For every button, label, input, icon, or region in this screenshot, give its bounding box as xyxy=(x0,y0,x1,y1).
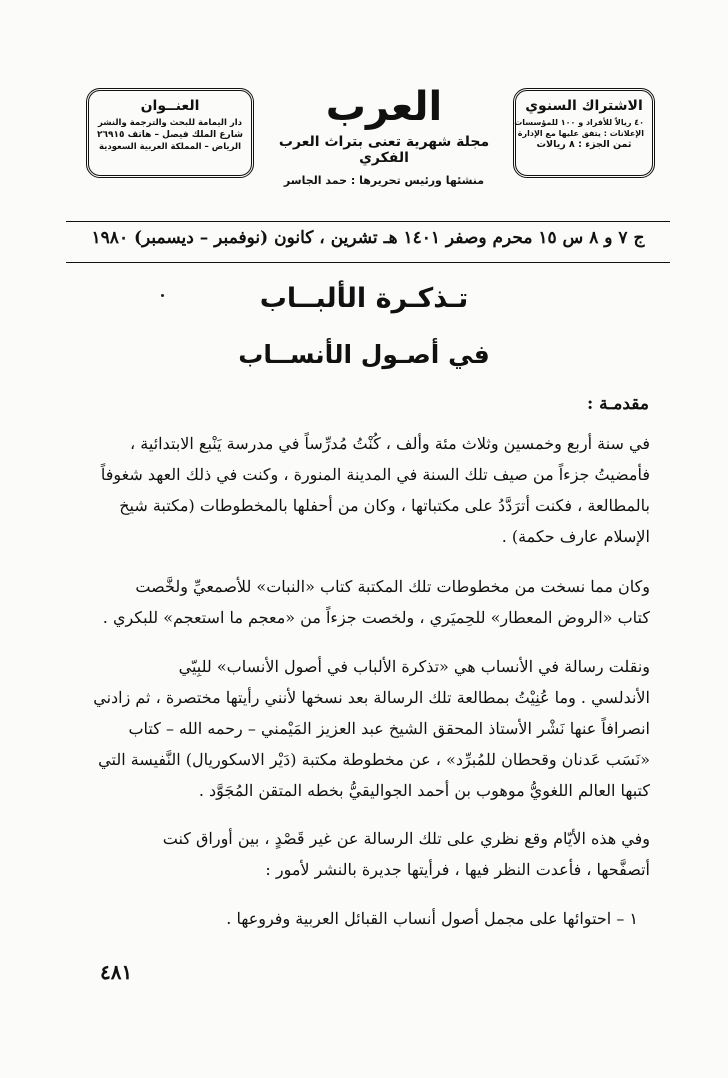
subscription-box xyxy=(513,88,655,178)
article-title: تـذكـرة الألبــاب xyxy=(259,283,469,314)
address-line: الرياض – المملكة العربية السعودية xyxy=(99,141,241,152)
journal-editor: منشئها ورئيس تحريرها : حمد الجاسر xyxy=(283,174,485,187)
journal-subtitle: مجلة شهرية تعنى بتراث العرب الفكري xyxy=(278,134,490,166)
paragraph-line: ونقلت رسالة في الأنساب هي «تذكرة الألباب في أصول الأنساب» للبِيّي xyxy=(178,657,650,676)
address-line: شارع الملك فيصل – هاتف ٢٦٩١٥ xyxy=(97,130,243,141)
paragraph-line: الأندلسي . وما عُنِيْتُ بمطالعة تلك الرسالة بعد نسخها لأنني رأيتها مختصرة ، ثم زادني xyxy=(93,688,650,707)
paragraph-line: كتبها العالم اللغويُّ موهوب بن أحمد الجواليقيُّ بخطه المتقن المُجَوَّد . xyxy=(198,781,650,800)
paragraph-line: وفي هذه الأيّام وقع نظري على تلك الرسالة عن غير قَصْدٍ ، بين أوراق كنت xyxy=(162,829,650,848)
paragraph-line: فأمضيتُ جزءاً من صيف تلك السنة في المدينة المنورة ، وكنت في ذلك العهد شغوفاً xyxy=(100,465,650,484)
issue-line: ج ٧ و ٨ س ١٥ محرم وصفر ١٤٠١ هـ تشرين ، كانون (نوفمبر – ديسمبر) ١٩٨٠ xyxy=(91,228,645,248)
paragraph-line: انصرافاً عنها نَشْر الأستاذ المحقق الشيخ عبد العزيز المَيْمني – رحمه الله – كتاب xyxy=(128,719,650,738)
paragraph xyxy=(78,823,650,885)
subscription-box-title: الاشتراك السنوي xyxy=(525,98,643,114)
address-box-title: العنــوان xyxy=(140,98,200,114)
top-rule xyxy=(66,221,670,222)
list-item xyxy=(90,903,638,934)
paragraph-line: كتاب «الروض المعطار» للحِميَري ، ولخصت جزءاً من «معجم ما استعجم» للبكري . xyxy=(102,608,650,627)
subscription-line: ثمن الجزء : ٨ ريالات xyxy=(536,139,632,151)
address-box xyxy=(86,88,254,178)
list-item-text: ١ – احتوائها على مجمل أصول أنساب القبائل العربية وفروعها . xyxy=(226,909,638,928)
paragraph-line: وكان مما نسخت من مخطوطات تلك المكتبة كتاب «النبات» للأصمعيِّ ولخَّصت xyxy=(135,577,650,596)
section-heading: مقدمـة : xyxy=(586,394,649,414)
article-subtitle: في أصـول الأنســاب xyxy=(238,340,490,369)
paragraph xyxy=(78,428,650,552)
subscription-line: ٤٠ ريالاً للأفراد و ١٠٠ للمؤسسات xyxy=(514,117,644,127)
address-line: دار اليمامة للبحث والترجمة والنشر xyxy=(97,117,243,128)
paragraph xyxy=(78,651,650,806)
paragraph-line: بالمطالعة ، فكنت أترَدَّدُ على مكتباتها ، وكان من أحفلها بالمخطوطات (مكتبة شيخ xyxy=(119,496,650,515)
paragraph xyxy=(78,571,650,633)
paragraph-line: «نَسَب عَدنان وقحطان للمُبرِّد» ، عن مخطوطة مكتبة (دَيْر الاسكوريال) النَّفيسة التي xyxy=(98,750,650,769)
subscription-line: الإعلانات : يتفق عليها مع الإدارة xyxy=(517,128,644,138)
masthead xyxy=(262,86,506,187)
page-number: ٤٨١ xyxy=(100,960,133,984)
bottom-rule xyxy=(66,262,670,263)
paragraph-line: الإسلام عارف حكمة) . xyxy=(501,527,650,546)
paragraph-line: أتصفَّحها ، فأعدت النظر فيها ، فرأيتها جديرة بالنشر لأمور : xyxy=(265,860,650,879)
journal-logo: العرب xyxy=(325,84,443,130)
paragraph-line: في سنة أربع وخمسين وثلاث مئة وألف ، كُنْتُ مُدرِّساً في مدرسة يَنْبع الابتدائية ، xyxy=(130,434,650,453)
